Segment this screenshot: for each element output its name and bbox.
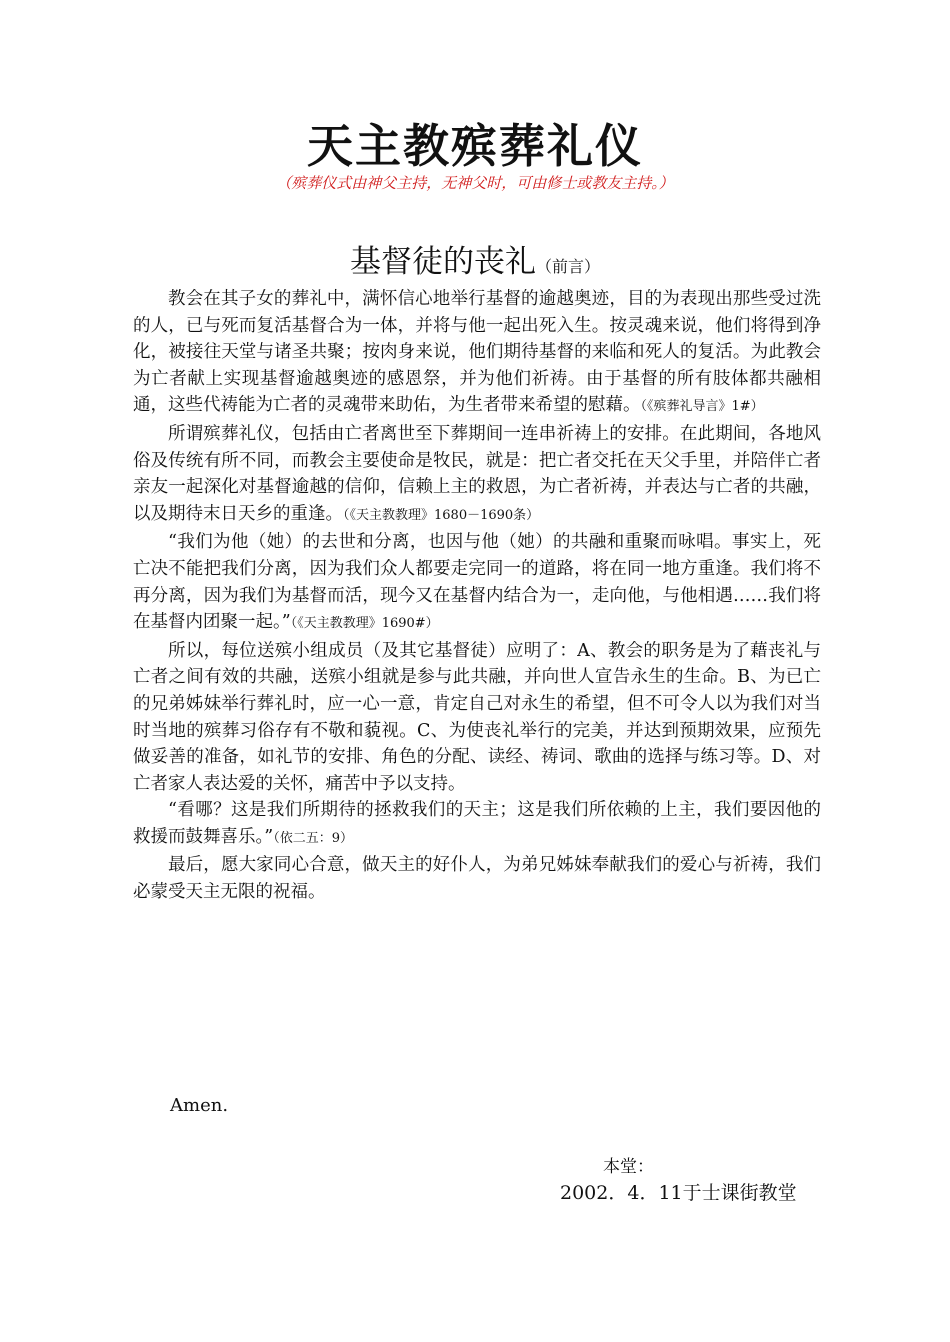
citation: （《天主教教理》1680－1690条） — [343, 507, 540, 523]
paragraph-text: 所谓殡葬礼仪，包括由亡者离世至下葬期间一连串祈祷上的安排。在此期间，各地风俗及传统有所不同，而教会主要使命是牧民，就是：把亡者交托在天父手里，并陪伴亡者亲友一起深化对基督逾越的信仰，信赖上主的救恩，为亡者祈祷，并表达与亡者的共融，以及期待末日天乡的重逢。 — [133, 423, 821, 524]
paragraph-text: 所以，每位送殡小组成员（及其它基督徒）应明了：A、教会的职务是为了藉丧礼与亡者之间有效的共融，送殡小组就是参与此共融，并向世人宣告永生的生命。B、为已亡的兄弟姊妹举行葬礼时，应一心一意，肯定自己对永生的希望，但不可令人以为我们对当时当地的殡葬习俗存有不敬和藐视。C、为使丧礼举行的完美，并达到预期效果，应预先做妥善的准备，如礼节的安排、角色的分配、读经、祷词、歌曲的选择与练习等。D、对亡者家人表达爱的关怀，痛苦中予以支持。 — [133, 640, 821, 794]
citation: （《天主教教理》1690#） — [290, 616, 439, 632]
paragraph — [133, 529, 821, 637]
paragraph — [133, 638, 821, 798]
paragraph-text: 教会在其子女的葬礼中，满怀信心地举行基督的逾越奥迹，目的为表现出那些受过洗的人，已与死而复活基督合为一体，并将与他一起出死入生。按灵魂来说，他们将得到净化，被接往天堂与诸圣共聚；按肉身来说，他们期待基督的来临和死人的复活。为此教会为亡者献上实现基督逾越奥迹的感恩祭，并为他们祈祷。由于基督的所有肢体都共融相通，这些代祷能为亡者的灵魂带来助佑，为生者带来希望的慰藉。 — [133, 289, 821, 416]
citation: （依二五：9） — [273, 830, 353, 846]
signature-date: 2002．4．11于士课街教堂 — [560, 1182, 797, 1204]
paragraph-text: “我们为他（她）的去世和分离，也因与他（她）的共融和重聚而咏唱。事实上，死亡决不能把我们分离，因为我们众人都要走完同一的道路，将在同一地方重逢。我们将不再分离，因为我们为基督而活，现今又在基督内结合为一，走向他，与他相遇……我们将在基督内团聚一起。” — [133, 532, 821, 633]
page-title: 天主教殡葬礼仪 — [307, 119, 643, 173]
amen-text: Amen. — [170, 1095, 229, 1116]
page-subtitle: （殡葬仪式由神父主持，无神父时，可由修士或教友主持。） — [276, 174, 674, 192]
paragraph — [133, 797, 821, 852]
section-heading-note: （前言） — [535, 257, 600, 276]
paragraph — [133, 421, 821, 529]
paragraph-text: 最后，愿大家同心合意，做天主的好仆人，为弟兄姊妹奉献我们的爱心与祈祷，我们必蒙受天主无限的祝福。 — [133, 855, 821, 903]
citation: （《殡葬礼导言》1#） — [640, 399, 764, 415]
paragraph — [133, 286, 821, 421]
paragraph — [133, 852, 821, 905]
body-text — [133, 286, 821, 906]
section-heading-text: 基督徒的丧礼 — [349, 244, 536, 280]
section-heading — [0, 236, 950, 281]
paragraph-text: “看哪？这是我们所期待的拯救我们的天主；这是我们所依赖的上主，我们要因他的救援而鼓舞喜乐。” — [133, 800, 821, 847]
signature-label: 本堂： — [603, 1157, 654, 1177]
